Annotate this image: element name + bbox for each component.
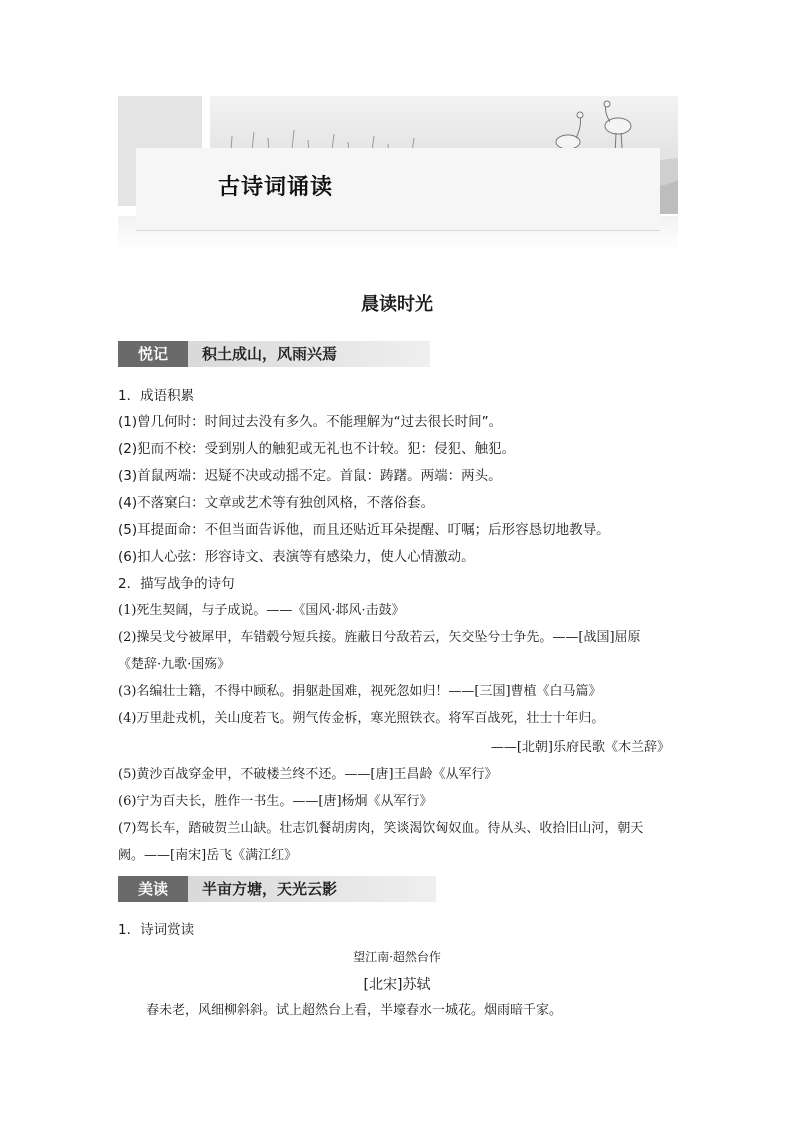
idiom-item: (4)不落窠臼：文章或艺术等有独创风格，不落俗套。: [118, 495, 435, 511]
section-tag: 美读: [118, 876, 188, 902]
poem-line: 《楚辞·九歌·国殇》: [118, 657, 231, 672]
idiom-item: (6)扣人心弦：形容诗文、表演等有感染力，使人心情激动。: [118, 549, 475, 565]
poem-line: (4)万里赴戎机，关山度若飞。朔气传金柝，寒光照铁衣。将军百战死，壮士十年归。: [118, 711, 605, 726]
poem-line: (6)宁为百夫长，胜作一书生。——[唐]杨炯《从军行》: [118, 794, 433, 809]
poem-author: [北宋]苏轼: [363, 977, 431, 993]
heading-appreciation: 1．诗词赏读: [118, 922, 195, 938]
section-header-yueji: [118, 341, 430, 367]
section-subtitle: 积土成山，风雨兴焉: [202, 345, 338, 363]
heading-war-poems: 2．描写战争的诗句: [118, 576, 235, 592]
banner-label-panel: [136, 148, 660, 231]
section-subtitle: 半亩方塘，天光云影: [202, 880, 338, 898]
section-header-meidu: [118, 876, 436, 902]
poem-line: 阙。——[南宋]岳飞《满江红》: [118, 848, 298, 863]
poem-title: 望江南·超然台作: [353, 950, 441, 964]
idiom-item: (2)犯而不校：受到别人的触犯或无礼也不计较。犯：侵犯、触犯。: [118, 441, 516, 457]
banner-title: 古诗词诵读: [218, 175, 334, 200]
poem-line: (7)驾长车，踏破贺兰山缺。壮志饥餐胡虏肉，笑谈渴饮匈奴血。待从头、收拾旧山河，朝天: [118, 821, 644, 836]
poem-line: (5)黄沙百战穿金甲，不破楼兰终不还。——[唐]王昌龄《从军行》: [118, 767, 498, 782]
poem-line: 春未老，风细柳斜斜。试上超然台上看，半壕春水一城花。烟雨暗千家。: [146, 1003, 563, 1018]
poem-attribution: ——[北朝]乐府民歌《木兰辞》: [490, 740, 670, 755]
idiom-item: (1)曾几何时：时间过去没有多久。不能理解为“过去很长时间”。: [118, 414, 503, 430]
poem-line: (3)名编壮士籍，不得中顾私。捐躯赴国难，视死忽如归！——[三国]曹植《白马篇》: [118, 684, 602, 699]
page-title: 晨读时光: [361, 294, 433, 315]
header-banner: [118, 96, 678, 256]
idiom-item: (3)首鼠两端：迟疑不决或动摇不定。首鼠：踌躇。两端：两头。: [118, 468, 502, 484]
poem-line: (1)死生契阔，与子成说。——《国风·邶风·击鼓》: [118, 603, 405, 618]
poem-line: (2)操吴戈兮被犀甲，车错毂兮短兵接。旌蔽日兮敌若云，矢交坠兮士争先。——[战国]屈原: [118, 630, 641, 645]
idiom-item: (5)耳提面命：不但当面告诉他，而且还贴近耳朵提醒、叮嘱；后形容恳切地教导。: [118, 522, 610, 538]
heading-idioms: 1．成语积累: [118, 388, 195, 404]
section-tag: 悦记: [118, 341, 188, 367]
